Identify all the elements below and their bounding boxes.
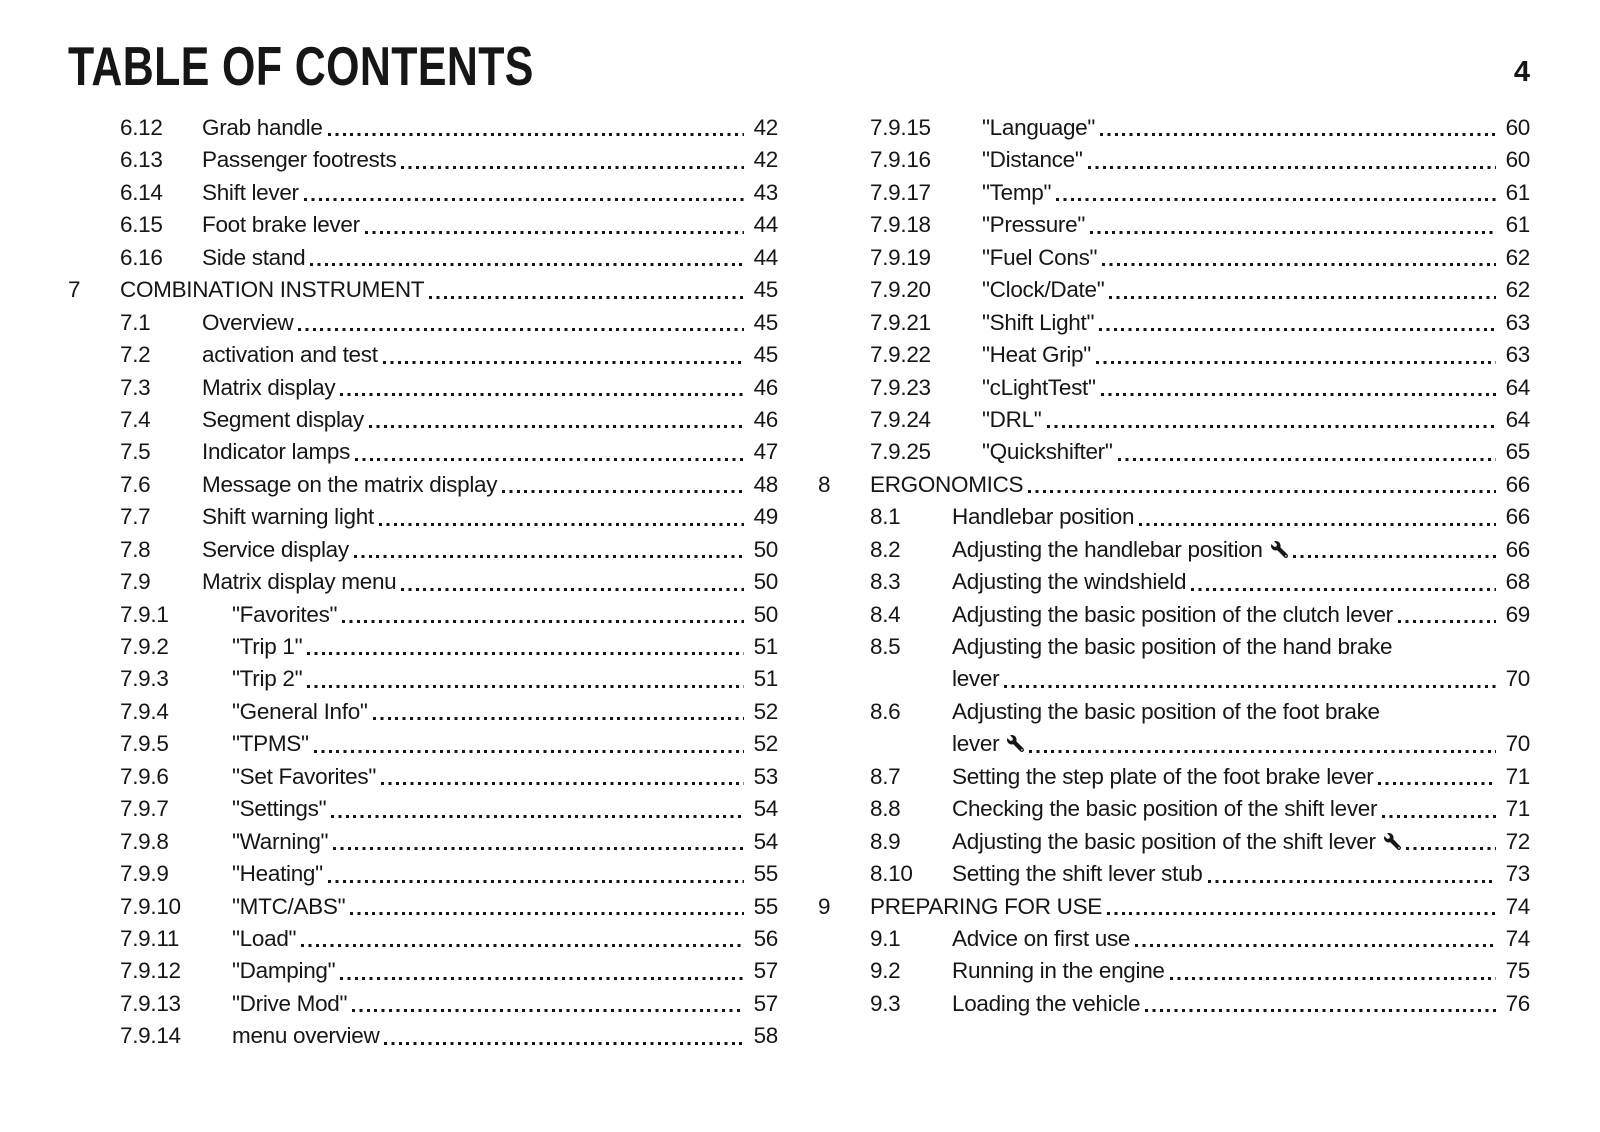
toc-entry-label: "TPMS": [232, 731, 309, 757]
toc-entry-page: 55: [753, 861, 778, 887]
toc-entry-row: [818, 599, 1530, 631]
toc-entry-row: [818, 534, 1530, 566]
toc-entry-page: 42: [753, 115, 778, 140]
toc-entry-label: "Heating": [232, 861, 323, 887]
toc-entry-number: 7.9.8: [120, 828, 169, 854]
dot-leader: [307, 652, 744, 655]
dot-leader: [502, 490, 744, 493]
toc-entry-number: 7.9.17: [870, 179, 931, 205]
toc-entry-number: 7.9.2: [120, 634, 169, 659]
toc-entry-label: activation and test: [202, 342, 378, 368]
toc-entry-page: 60: [1505, 147, 1530, 173]
toc-entry-row: [68, 826, 778, 858]
wrench-icon: [1007, 729, 1024, 761]
toc-entry-number: 8.10: [870, 861, 913, 887]
toc-entry-number: 7.9.10: [120, 893, 181, 919]
dot-leader: [1102, 263, 1496, 266]
dot-leader: [340, 977, 744, 980]
toc-entry-label: ERGONOMICS: [870, 471, 1024, 497]
toc-entry-label-continued: lever: [952, 731, 1000, 757]
toc-entry-row: [68, 436, 778, 468]
toc-entry-row: [818, 144, 1530, 176]
toc-entry-label: "Trip 1": [232, 634, 303, 659]
toc-entry-label: "Shift Light": [982, 309, 1095, 335]
toc-entry-label: Adjusting the basic position of the shift lever: [952, 828, 1376, 854]
toc-entry-label: Matrix display menu: [202, 569, 397, 595]
toc-entry-page: 52: [753, 731, 778, 757]
toc-entry-number: 7.9.12: [120, 958, 181, 984]
toc-entry-row: [818, 372, 1530, 404]
toc-entry-label: "Fuel Cons": [982, 244, 1098, 270]
toc-entry-row: [68, 372, 778, 404]
toc-entry-row: [818, 469, 1530, 501]
dot-leader: [1293, 555, 1496, 558]
dot-leader: [1170, 977, 1496, 980]
toc-entry-number: 7.9.7: [120, 796, 169, 822]
toc-entry-label: Shift lever: [202, 179, 299, 205]
toc-entry-label: Service display: [202, 536, 349, 562]
toc-entry-page: 71: [1505, 763, 1530, 789]
dot-leader: [1004, 685, 1496, 688]
toc-entry-page: 64: [1505, 406, 1530, 432]
toc-entry-number: 9.3: [870, 990, 901, 1016]
toc-entry-label: Overview: [202, 309, 294, 335]
toc-entry-row: [68, 566, 778, 598]
toc-entry-row: [818, 209, 1530, 241]
toc-entry-number: 9.1: [870, 925, 901, 951]
toc-entry-page: 71: [1505, 796, 1530, 822]
toc-entry-number: 7.9.19: [870, 244, 931, 270]
toc-entry-label: "Distance": [982, 147, 1083, 173]
dot-leader: [342, 620, 744, 623]
toc-entry-row: [68, 469, 778, 501]
toc-entry-page: 54: [753, 796, 778, 822]
toc-entry-number: 6.12: [120, 115, 163, 140]
dot-leader: [355, 458, 744, 461]
toc-column-right: [818, 112, 1530, 1020]
dot-leader: [1107, 912, 1496, 915]
toc-entry-row: [68, 307, 778, 339]
toc-entry-row: [68, 599, 778, 631]
toc-entry-row: [818, 696, 1530, 728]
toc-entry-number: 7.9.16: [870, 147, 931, 173]
toc-entry-label: Setting the shift lever stub: [952, 861, 1203, 887]
toc-entry-row: [818, 826, 1530, 858]
toc-entry-row: [68, 339, 778, 371]
toc-entry-page: 56: [753, 925, 778, 951]
toc-entry-label: Side stand: [202, 244, 306, 270]
toc-entry-row: [68, 501, 778, 533]
toc-entry-page: 70: [1505, 666, 1530, 692]
toc-entry-page: 64: [1505, 374, 1530, 400]
toc-entry-row: [818, 566, 1530, 598]
dot-leader: [328, 133, 744, 136]
toc-entry-row: [818, 761, 1530, 793]
toc-entry-page: 65: [1505, 439, 1530, 465]
toc-entry-number: 8.7: [870, 763, 901, 789]
dot-leader: [1135, 944, 1496, 947]
toc-entry-number: 7.9: [120, 569, 151, 595]
dot-leader: [1088, 166, 1496, 169]
dot-leader: [1090, 231, 1496, 234]
toc-entry-label: Handlebar position: [952, 504, 1135, 530]
toc-entry-page: 62: [1505, 277, 1530, 303]
toc-entry-label: "Favorites": [232, 601, 338, 627]
toc-entry-page: 76: [1505, 990, 1530, 1016]
wrench-icon: [1271, 535, 1288, 567]
toc-entry-label-continued: lever: [952, 666, 1000, 692]
toc-entry-row: [68, 891, 778, 923]
dot-leader: [314, 750, 744, 753]
toc-entry-row: [818, 177, 1530, 209]
toc-entry-row: [818, 793, 1530, 825]
toc-entry-page: 66: [1505, 471, 1530, 497]
toc-entry-number: 7.9.5: [120, 731, 169, 757]
toc-entry-number: 8.2: [870, 536, 901, 562]
toc-entry-page: 50: [753, 569, 778, 595]
dot-leader: [379, 523, 744, 526]
toc-entry-number: 7.9.14: [120, 1023, 181, 1049]
toc-entry-page: 63: [1505, 309, 1530, 335]
toc-entry-row: [818, 339, 1530, 371]
toc-entry-number: 7.8: [120, 536, 151, 562]
dot-leader: [373, 717, 744, 720]
toc-entry-row: [818, 112, 1530, 144]
toc-entry-row: [68, 696, 778, 728]
toc-entry-row: [68, 793, 778, 825]
toc-entry-label: "General Info": [232, 698, 368, 724]
dot-leader: [429, 296, 744, 299]
toc-entry-label: "Load": [232, 925, 297, 951]
toc-entry-row: [68, 209, 778, 241]
dot-leader: [1100, 133, 1496, 136]
toc-entry-label: "Clock/Date": [982, 277, 1105, 303]
toc-entry-label: Adjusting the basic position of the hand brake: [952, 634, 1393, 659]
toc-entry-label: Loading the vehicle: [952, 990, 1141, 1016]
toc-entry-label: "DRL": [982, 406, 1042, 432]
dot-leader: [1109, 296, 1496, 299]
toc-entry-page: 66: [1505, 536, 1530, 562]
toc-entry-number: 7.9.18: [870, 212, 931, 238]
toc-entry-number: 8.5: [870, 634, 901, 659]
toc-entry-label: "Drive Mod": [232, 990, 348, 1016]
toc-entry-page: 45: [753, 342, 778, 368]
toc-entry-label: "cLightTest": [982, 374, 1096, 400]
dot-leader: [1118, 458, 1496, 461]
dot-leader: [328, 880, 744, 883]
toc-entry-number: 8.1: [870, 504, 901, 530]
dot-leader: [1096, 361, 1496, 364]
toc-entry-number: 7.9.4: [120, 698, 169, 724]
toc-entry-row: [818, 274, 1530, 306]
toc-entry-label: "Warning": [232, 828, 329, 854]
page-title: TABLE OF CONTENTS: [68, 35, 534, 97]
dot-leader: [333, 847, 744, 850]
toc-entry-row: [818, 728, 1530, 760]
dot-leader: [354, 555, 744, 558]
toc-entry-number: 7.9.13: [120, 990, 181, 1016]
toc-entry-label: "Temp": [982, 179, 1052, 205]
toc-entry-page: 51: [753, 634, 778, 659]
wrench-icon: [1384, 827, 1401, 859]
toc-entry-label: "Trip 2": [232, 666, 303, 692]
toc-entry-page: 51: [753, 666, 778, 692]
toc-entry-label: Advice on first use: [952, 925, 1131, 951]
toc-entry-page: 50: [753, 601, 778, 627]
dot-leader: [384, 1042, 744, 1045]
toc-entry-number: 8.8: [870, 796, 901, 822]
dot-leader: [310, 263, 744, 266]
toc-entry-number: 7.6: [120, 471, 151, 497]
toc-entry-row: [68, 631, 778, 663]
toc-entry-number: 8.4: [870, 601, 901, 627]
toc-entry-page: 53: [753, 763, 778, 789]
toc-entry-label: Segment display: [202, 406, 364, 432]
toc-entry-row: [818, 501, 1530, 533]
dot-leader: [304, 198, 744, 201]
toc-entry-label: Passenger footrests: [202, 147, 397, 173]
toc-entry-label: Message on the matrix display: [202, 471, 498, 497]
dot-leader: [1145, 1009, 1496, 1012]
toc-entry-row: [818, 891, 1530, 923]
toc-entry-label: menu overview: [232, 1023, 380, 1049]
dot-leader: [352, 1009, 744, 1012]
toc-entry-page: 68: [1505, 569, 1530, 595]
toc-entry-page: 66: [1505, 504, 1530, 530]
toc-entry-number: 9: [818, 893, 831, 919]
toc-entry-row: [68, 112, 778, 144]
toc-entry-page: 46: [753, 406, 778, 432]
toc-entry-row: [68, 534, 778, 566]
toc-entry-page: 45: [753, 277, 778, 303]
toc-entry-label: Grab handle: [202, 115, 323, 140]
toc-entry-page: 74: [1505, 893, 1530, 919]
toc-entry-number: 7.9.9: [120, 861, 169, 887]
document-page-number: 4: [1513, 56, 1530, 88]
toc-entry-page: 50: [753, 536, 778, 562]
toc-entry-row: [818, 988, 1530, 1020]
dot-leader: [1139, 523, 1496, 526]
dot-leader: [350, 912, 744, 915]
toc-entry-row: [68, 242, 778, 274]
toc-entry-page: 44: [753, 212, 778, 238]
toc-entry-number: 7.9.21: [870, 309, 931, 335]
toc-entry-page: 52: [753, 698, 778, 724]
toc-entry-page: 61: [1505, 212, 1530, 238]
toc-entry-page: 47: [753, 439, 778, 465]
toc-entry-label: Running in the engine: [952, 958, 1165, 984]
toc-entry-page: 55: [753, 893, 778, 919]
toc-entry-page: 43: [753, 179, 778, 205]
dot-leader: [1029, 750, 1496, 753]
toc-entry-label: COMBINATION INSTRUMENT: [120, 277, 425, 303]
toc-entry-page: 54: [753, 828, 778, 854]
toc-entry-row: [68, 177, 778, 209]
dot-leader: [1378, 782, 1496, 785]
toc-entry-row: [68, 858, 778, 890]
toc-entry-number: 7.7: [120, 504, 151, 530]
toc-entry-number: 7.9.23: [870, 374, 931, 400]
toc-entry-number: 7.3: [120, 374, 151, 400]
dot-leader: [369, 425, 744, 428]
toc-entry-page: 74: [1505, 925, 1530, 951]
dot-leader: [307, 685, 744, 688]
toc-entry-number: 6.15: [120, 212, 163, 238]
dot-leader: [381, 782, 744, 785]
dot-leader: [1028, 490, 1496, 493]
dot-leader: [1191, 588, 1496, 591]
toc-entry-label: "Settings": [232, 796, 327, 822]
dot-leader: [1101, 393, 1496, 396]
toc-entry-page: 48: [753, 471, 778, 497]
toc-entry-page: 44: [753, 244, 778, 270]
toc-entry-label: Adjusting the basic position of the clutch lever: [952, 601, 1393, 627]
toc-entry-number: 7.9.3: [120, 666, 169, 692]
toc-entry-number: 6.16: [120, 244, 163, 270]
toc-entry-row: [818, 663, 1530, 695]
toc-entry-row: [68, 144, 778, 176]
toc-entry-row: [818, 242, 1530, 274]
toc-entry-row: [68, 663, 778, 695]
toc-entry-number: 8.6: [870, 698, 901, 724]
toc-entry-page: 61: [1505, 179, 1530, 205]
toc-entry-label: Checking the basic position of the shift lever: [952, 796, 1378, 822]
toc-entry-page: 75: [1505, 958, 1530, 984]
toc-entry-row: [68, 955, 778, 987]
toc-entry-label: Adjusting the basic position of the foot brake: [952, 698, 1380, 724]
toc-entry-label: "Pressure": [982, 212, 1086, 238]
toc-entry-row: [68, 988, 778, 1020]
toc-entry-label: Adjusting the windshield: [952, 569, 1187, 595]
toc-entry-number: 7.9.22: [870, 342, 931, 368]
toc-entry-label: "MTC/ABS": [232, 893, 346, 919]
toc-entry-number: 7.1: [120, 309, 151, 335]
toc-entry-number: 7.9.15: [870, 115, 931, 140]
toc-entry-number: 6.13: [120, 147, 163, 173]
toc-entry-number: 6.14: [120, 179, 163, 205]
toc-entry-page: 58: [753, 1023, 778, 1049]
toc-entry-label: "Damping": [232, 958, 336, 984]
toc-entry-row: [68, 761, 778, 793]
toc-entry-label: Setting the step plate of the foot brake lever: [952, 763, 1374, 789]
toc-entry-label: "Language": [982, 115, 1096, 140]
toc-entry-row: [68, 1020, 778, 1052]
toc-entry-label: Matrix display: [202, 374, 336, 400]
toc-entry-page: 62: [1505, 244, 1530, 270]
dot-leader: [1056, 198, 1496, 201]
dot-leader: [1208, 880, 1497, 883]
toc-entry-label: "Heat Grip": [982, 342, 1091, 368]
toc-entry-number: 7.9.25: [870, 439, 931, 465]
toc-entry-number: 7.9.11: [120, 925, 180, 951]
toc-entry-number: 7.2: [120, 342, 151, 368]
toc-entry-number: 7: [68, 277, 81, 303]
toc-entry-number: 7.9.6: [120, 763, 169, 789]
toc-entry-number: 7.5: [120, 439, 151, 465]
toc-entry-row: [68, 728, 778, 760]
toc-entry-number: 8.3: [870, 569, 901, 595]
toc-entry-page: 45: [753, 309, 778, 335]
dot-leader: [1099, 328, 1496, 331]
toc-entry-page: 57: [753, 958, 778, 984]
toc-entry-label: Indicator lamps: [202, 439, 351, 465]
dot-leader: [298, 328, 744, 331]
dot-leader: [301, 944, 744, 947]
dot-leader: [340, 393, 744, 396]
toc-entry-number: 7.4: [120, 406, 151, 432]
toc-entry-page: 49: [753, 504, 778, 530]
toc-entry-label: PREPARING FOR USE: [870, 893, 1103, 919]
toc-entry-label: Adjusting the handlebar position: [952, 536, 1263, 562]
toc-entry-page: 72: [1505, 828, 1530, 854]
toc-entry-row: [818, 436, 1530, 468]
dot-leader: [1047, 425, 1497, 428]
toc-entry-label: Shift warning light: [202, 504, 374, 530]
toc-entry-row: [818, 404, 1530, 436]
toc-entry-number: 7.9.20: [870, 277, 931, 303]
dot-leader: [383, 361, 744, 364]
toc-entry-page: 69: [1505, 601, 1530, 627]
toc-entry-number: 7.9.1: [120, 601, 169, 627]
toc-entry-page: 42: [753, 147, 778, 173]
toc-entry-page: 46: [753, 374, 778, 400]
toc-entry-label: "Set Favorites": [232, 763, 377, 789]
dot-leader: [365, 231, 744, 234]
toc-entry-label: "Quickshifter": [982, 439, 1113, 465]
toc-entry-row: [818, 923, 1530, 955]
toc-entry-row: [818, 858, 1530, 890]
dot-leader: [401, 588, 744, 591]
toc-entry-number: 8: [818, 471, 831, 497]
toc-column-left: [68, 112, 778, 1053]
toc-entry-row: [68, 404, 778, 436]
toc-entry-row: [68, 274, 778, 306]
dot-leader: [401, 166, 744, 169]
toc-entry-number: 9.2: [870, 958, 901, 984]
dot-leader: [1406, 847, 1496, 850]
toc-entry-page: 57: [753, 990, 778, 1016]
toc-entry-label: Foot brake lever: [202, 212, 360, 238]
toc-entry-row: [68, 923, 778, 955]
toc-entry-number: 8.9: [870, 828, 901, 854]
dot-leader: [331, 815, 744, 818]
toc-entry-page: 60: [1505, 115, 1530, 140]
dot-leader: [1398, 620, 1496, 623]
toc-entry-number: 7.9.24: [870, 406, 931, 432]
toc-entry-page: 70: [1505, 731, 1530, 757]
toc-entry-row: [818, 307, 1530, 339]
dot-leader: [1382, 815, 1496, 818]
toc-entry-row: [818, 955, 1530, 987]
toc-entry-row: [818, 631, 1530, 663]
toc-entry-page: 63: [1505, 342, 1530, 368]
toc-entry-page: 73: [1505, 861, 1530, 887]
